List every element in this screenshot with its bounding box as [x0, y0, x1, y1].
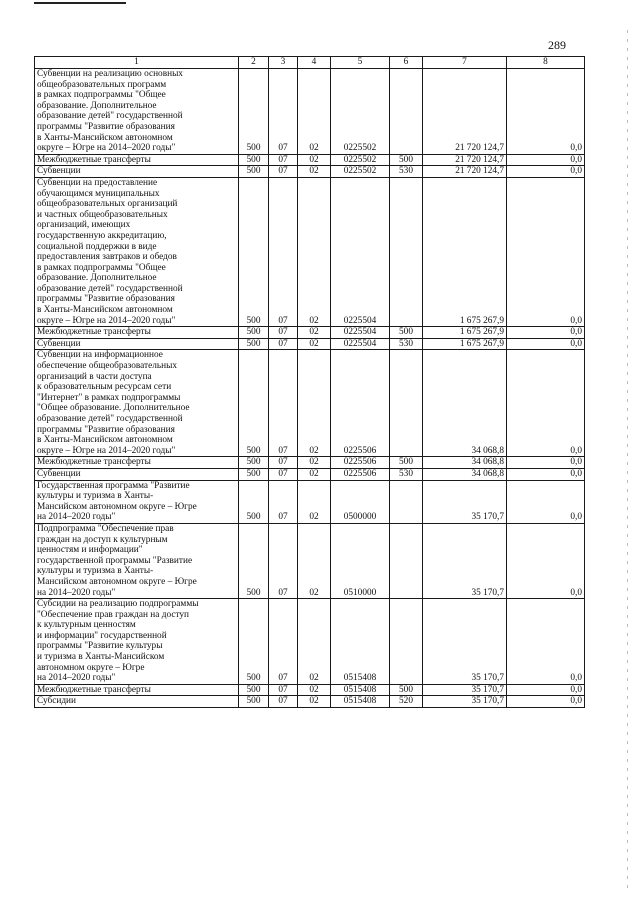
cell-amount: 35 170,7 — [423, 480, 507, 523]
cell-subsection: 02 — [298, 457, 331, 469]
cell-code: 500 — [239, 327, 269, 339]
cell-expense-type — [390, 480, 423, 523]
column-header: 6 — [390, 57, 423, 69]
column-header: 5 — [331, 57, 390, 69]
table-row — [35, 154, 585, 166]
table-row — [35, 599, 585, 685]
cell-target-article: 0225506 — [331, 350, 390, 457]
cell-target-article: 0510000 — [331, 523, 390, 598]
cell-code: 500 — [239, 350, 269, 457]
cell-target-article: 0515408 — [331, 696, 390, 708]
cell-amount-extra: 0,0 — [507, 69, 585, 155]
cell-name: Субвенции — [35, 338, 239, 350]
table-body — [35, 69, 585, 708]
cell-name: Субвенции на информационное обеспечение общеобразовательных организаций в части доступа к образовательным ресурсам сети "Интернет" в рамках подпрограммы "Общее образование. Дополнительное образование детей" государственной программы "Развитие образования в Ханты-Мансийском автономном округе – Югре на 2014–2020 годы" — [35, 350, 239, 457]
table-row — [35, 480, 585, 523]
cell-amount: 1 675 267,9 — [423, 338, 507, 350]
cell-code: 500 — [239, 684, 269, 696]
cell-expense-type — [390, 177, 423, 326]
cell-code: 500 — [239, 69, 269, 155]
cell-subsection: 02 — [298, 350, 331, 457]
table-row — [35, 69, 585, 155]
table-row — [35, 338, 585, 350]
cell-subsection: 02 — [298, 468, 331, 480]
cell-target-article: 0225502 — [331, 69, 390, 155]
cell-amount-extra: 0,0 — [507, 684, 585, 696]
table-row — [35, 684, 585, 696]
column-header: 8 — [507, 57, 585, 69]
cell-amount: 35 170,7 — [423, 523, 507, 598]
budget-table — [34, 56, 585, 708]
table-row — [35, 177, 585, 326]
cell-expense-type: 500 — [390, 327, 423, 339]
table-header-row — [35, 57, 585, 69]
cell-expense-type — [390, 523, 423, 598]
page-number: 289 — [548, 38, 566, 52]
cell-code: 500 — [239, 177, 269, 326]
cell-section: 07 — [269, 69, 298, 155]
cell-amount-extra: 0,0 — [507, 166, 585, 178]
cell-code: 500 — [239, 523, 269, 598]
top-rule — [34, 2, 126, 4]
column-header: 1 — [35, 57, 239, 69]
cell-section: 07 — [269, 599, 298, 685]
cell-subsection: 02 — [298, 684, 331, 696]
cell-section: 07 — [269, 480, 298, 523]
column-header: 2 — [239, 57, 269, 69]
cell-section: 07 — [269, 327, 298, 339]
cell-amount-extra: 0,0 — [507, 154, 585, 166]
cell-subsection: 02 — [298, 327, 331, 339]
cell-name: Межбюджетные трансферты — [35, 684, 239, 696]
cell-amount-extra: 0,0 — [507, 338, 585, 350]
cell-section: 07 — [269, 350, 298, 457]
cell-code: 500 — [239, 154, 269, 166]
cell-section: 07 — [269, 696, 298, 708]
cell-amount: 1 675 267,9 — [423, 327, 507, 339]
cell-code: 500 — [239, 457, 269, 469]
table-row — [35, 468, 585, 480]
cell-target-article: 0500000 — [331, 480, 390, 523]
cell-code: 500 — [239, 468, 269, 480]
cell-amount: 21 720 124,7 — [423, 69, 507, 155]
column-header: 3 — [269, 57, 298, 69]
cell-amount-extra: 0,0 — [507, 327, 585, 339]
cell-name: Межбюджетные трансферты — [35, 154, 239, 166]
cell-expense-type: 520 — [390, 696, 423, 708]
cell-amount-extra: 0,0 — [507, 480, 585, 523]
cell-amount: 34 068,8 — [423, 457, 507, 469]
cell-amount: 1 675 267,9 — [423, 177, 507, 326]
cell-target-article: 0515408 — [331, 599, 390, 685]
cell-subsection: 02 — [298, 523, 331, 598]
table-row — [35, 696, 585, 708]
cell-subsection: 02 — [298, 696, 331, 708]
cell-section: 07 — [269, 684, 298, 696]
cell-code: 500 — [239, 166, 269, 178]
cell-section: 07 — [269, 523, 298, 598]
cell-amount: 34 068,8 — [423, 468, 507, 480]
cell-name: Межбюджетные трансферты — [35, 457, 239, 469]
cell-expense-type: 500 — [390, 457, 423, 469]
table-row — [35, 327, 585, 339]
cell-amount: 35 170,7 — [423, 684, 507, 696]
cell-name: Государственная программа "Развитие культуры и туризма в Ханты- Мансийском автономном округе – Югре на 2014–2020 годы" — [35, 480, 239, 523]
cell-subsection: 02 — [298, 166, 331, 178]
cell-code: 500 — [239, 696, 269, 708]
cell-expense-type: 530 — [390, 338, 423, 350]
cell-section: 07 — [269, 177, 298, 326]
cell-code: 500 — [239, 480, 269, 523]
cell-name: Субвенции — [35, 468, 239, 480]
cell-name: Субвенции — [35, 166, 239, 178]
cell-expense-type: 530 — [390, 166, 423, 178]
cell-subsection: 02 — [298, 338, 331, 350]
table-row — [35, 523, 585, 598]
cell-amount-extra: 0,0 — [507, 457, 585, 469]
table-row — [35, 350, 585, 457]
cell-subsection: 02 — [298, 177, 331, 326]
cell-amount: 34 068,8 — [423, 350, 507, 457]
cell-expense-type: 500 — [390, 684, 423, 696]
cell-amount-extra: 0,0 — [507, 177, 585, 326]
cell-target-article: 0225504 — [331, 177, 390, 326]
cell-subsection: 02 — [298, 480, 331, 523]
cell-target-article: 0515408 — [331, 684, 390, 696]
cell-target-article: 0225502 — [331, 166, 390, 178]
cell-name: Субсидии на реализацию подпрограммы "Обеспечение прав граждан на доступ к культурным ценностям и информации" государственной программы "Развитие культуры и туризма в Ханты-Мансийском автономном округе – Югре на 2014–2020 годы" — [35, 599, 239, 685]
cell-section: 07 — [269, 468, 298, 480]
column-header: 7 — [423, 57, 507, 69]
cell-target-article: 0225504 — [331, 327, 390, 339]
cell-subsection: 02 — [298, 69, 331, 155]
cell-target-article: 0225506 — [331, 457, 390, 469]
column-header: 4 — [298, 57, 331, 69]
cell-section: 07 — [269, 154, 298, 166]
cell-amount: 35 170,7 — [423, 599, 507, 685]
cell-amount-extra: 0,0 — [507, 468, 585, 480]
cell-expense-type — [390, 69, 423, 155]
table-row — [35, 457, 585, 469]
cell-name: Подпрограмма "Обеспечение прав граждан на доступ к культурным ценностям и информации" государственной программы "Развитие культуры и туризма в Ханты- Мансийском автономном округе – Югре на 2014–2020 годы" — [35, 523, 239, 598]
cell-target-article: 0225506 — [331, 468, 390, 480]
cell-section: 07 — [269, 166, 298, 178]
cell-amount: 21 720 124,7 — [423, 154, 507, 166]
cell-amount-extra: 0,0 — [507, 599, 585, 685]
cell-expense-type — [390, 599, 423, 685]
cell-subsection: 02 — [298, 599, 331, 685]
cell-amount-extra: 0,0 — [507, 350, 585, 457]
cell-subsection: 02 — [298, 154, 331, 166]
cell-expense-type: 530 — [390, 468, 423, 480]
cell-name: Субвенции на реализацию основных общеобразовательных программ в рамках подпрограммы "Общее образование. Дополнительное образование детей" государственной программы "Развитие образования в Ханты-Мансийском автономном округе – Югре на 2014–2020 годы" — [35, 69, 239, 155]
scan-edge-mark — [627, 30, 628, 890]
cell-amount-extra: 0,0 — [507, 696, 585, 708]
cell-section: 07 — [269, 338, 298, 350]
cell-target-article: 0225504 — [331, 338, 390, 350]
cell-amount: 21 720 124,7 — [423, 166, 507, 178]
cell-name: Субсидии — [35, 696, 239, 708]
cell-code: 500 — [239, 599, 269, 685]
cell-target-article: 0225502 — [331, 154, 390, 166]
cell-expense-type: 500 — [390, 154, 423, 166]
cell-section: 07 — [269, 457, 298, 469]
cell-code: 500 — [239, 338, 269, 350]
cell-expense-type — [390, 350, 423, 457]
cell-name: Межбюджетные трансферты — [35, 327, 239, 339]
table-row — [35, 166, 585, 178]
cell-amount-extra: 0,0 — [507, 523, 585, 598]
cell-amount: 35 170,7 — [423, 696, 507, 708]
cell-name: Субвенции на предоставление обучающимся муниципальных общеобразовательных организаций и частных общеобразовательных организаций, имеющих государственную аккредитацию, социальной поддержки в виде предоставления завтраков и обедов в рамках подпрограммы "Общее образование. Дополнительное образование детей" государственной программы "Развитие образования в Ханты-Мансийском автономном округе – Югре на 2014–2020 годы" — [35, 177, 239, 326]
